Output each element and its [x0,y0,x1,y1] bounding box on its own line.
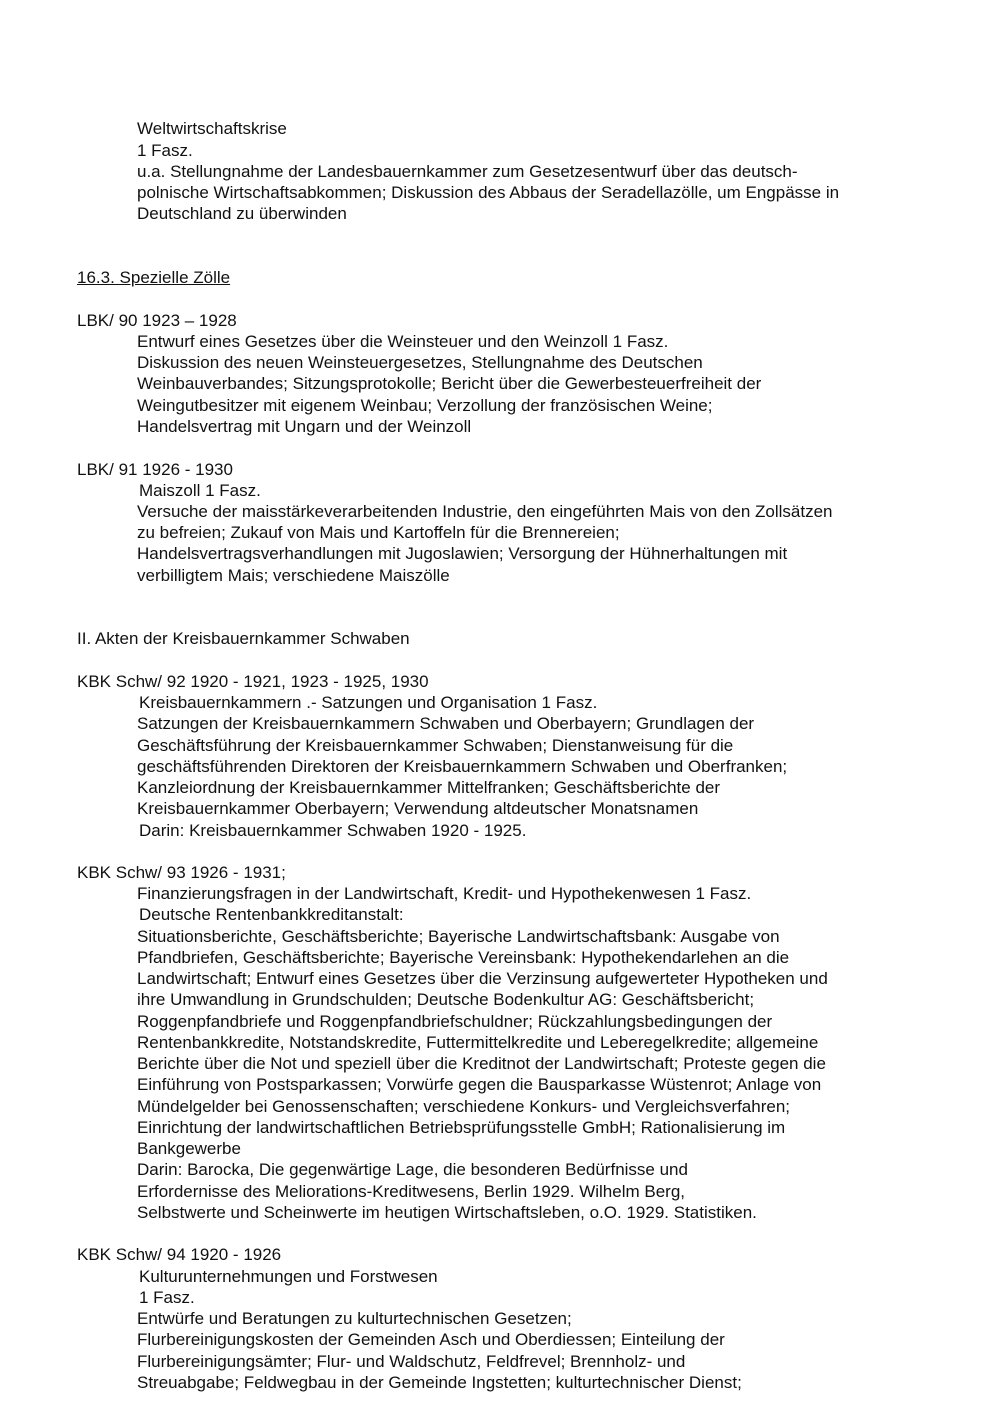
record-signature-lbk91: LBK/ 91 1926 - 1930 [77,460,233,479]
record-description-line: Bankgewerbe [137,1139,241,1158]
record-description-line: Deutsche Rentenbankkreditanstalt: [139,905,404,924]
record-description-line: Entwürfe und Beratungen zu kulturtechnischen Gesetzen; [137,1309,572,1328]
record-description-line: Situationsberichte, Geschäftsberichte; Bayerische Landwirtschaftsbank: Ausgabe von [137,927,780,946]
record-description-line: zu befreien; Zukauf von Mais und Kartoffeln für die Brennereien; [137,523,620,542]
record-description-line: Einrichtung der landwirtschaftlichen Betriebsprüfungsstelle GmbH; Rationalisierung im [137,1118,786,1137]
intro-line: Deutschland zu überwinden [137,204,347,223]
record-darin-line: Darin: Barocka, Die gegenwärtige Lage, die besonderen Bedürfnisse und [137,1160,688,1179]
record-title-kbk92: Kreisbauernkammern .- Satzungen und Organisation 1 Fasz. [139,693,598,712]
record-description-line: verbilligtem Mais; verschiedene Maiszölle [137,566,450,585]
record-description-line: Satzungen der Kreisbauernkammern Schwaben und Oberbayern; Grundlagen der [137,714,755,733]
record-description-line: Flurbereinigungskosten der Gemeinden Asch und Oberdiessen; Einteilung der [137,1330,725,1349]
record-description-line: Pfandbriefen, Geschäftsberichte; Bayerische Vereinsbank: Hypothekendarlehen an die [137,948,790,967]
record-description-line: Einführung von Postsparkassen; Vorwürfe gegen die Bausparkasse Wüstenrot; Anlage von [137,1075,822,1094]
record-extent-kbk94: 1 Fasz. [139,1288,195,1307]
record-description-line: Weinbauverbandes; Sitzungsprotokolle; Bericht über die Gewerbesteuerfreiheit der [137,374,762,393]
record-darin-line: Erfordernisse des Meliorations-Kreditwesens, Berlin 1929. Wilhelm Berg, [137,1182,686,1201]
record-description-line: Kreisbauernkammer Oberbayern; Verwendung altdeutscher Monatsnamen [137,799,699,818]
record-darin-line: Selbstwerte und Scheinwerte im heutigen Wirtschaftsleben, o.O. 1929. Statistiken. [137,1203,757,1222]
record-description-line: Versuche der maisstärkeverarbeitenden Industrie, den eingeführten Mais von den Zollsätzen [137,502,833,521]
record-darin-line: Darin: Kreisbauernkammer Schwaben 1920 - 1925. [139,821,527,840]
record-description-line: Geschäftsführung der Kreisbauernkammer Schwaben; Dienstanweisung für die [137,736,734,755]
record-description-line: Handelsvertrag mit Ungarn und der Weinzoll [137,417,472,436]
record-signature-lbk90: LBK/ 90 1923 – 1928 [77,311,237,330]
record-title-kbk93: Finanzierungsfragen in der Landwirtschaft, Kredit- und Hypothekenwesen 1 Fasz. [137,884,752,903]
record-title-lbk90: Entwurf eines Gesetzes über die Weinsteuer und den Weinzoll 1 Fasz. [137,332,669,351]
record-title-lbk91: Maiszoll 1 Fasz. [139,481,261,500]
record-description-line: Mündelgelder bei Genossenschaften; verschiedene Konkurs- und Vergleichsverfahren; [137,1097,791,1116]
record-description-line: Landwirtschaft; Entwurf eines Gesetzes über die Verzinsung aufgewerteter Hypotheken und [137,969,828,988]
record-signature-kbk93: KBK Schw/ 93 1926 - 1931; [77,863,286,882]
section-heading-16-3: 16.3. Spezielle Zölle [77,268,231,287]
record-description-line: Handelsvertragsverhandlungen mit Jugoslawien; Versorgung der Hühnerhaltungen mit [137,544,788,563]
record-description-line: Diskussion des neuen Weinsteuergesetzes, Stellungnahme des Deutschen [137,353,703,372]
record-title-kbk94: Kulturunternehmungen und Forstwesen [139,1267,438,1286]
intro-line: Weltwirtschaftskrise [137,119,287,138]
record-description-line: Flurbereinigungsämter; Flur- und Waldschutz, Feldfrevel; Brennholz- und [137,1352,686,1371]
record-description-line: Streuabgabe; Feldwegbau in der Gemeinde Ingstetten; kulturtechnischer Dienst; [137,1373,742,1392]
record-description-line: Rentenbankkredite, Notstandskredite, Futtermittelkredite und Leberegelkredite; allgemeine [137,1033,819,1052]
record-signature-kbk94: KBK Schw/ 94 1920 - 1926 [77,1245,282,1264]
record-description-line: ihre Umwandlung in Grundschulden; Deutsche Bodenkultur AG: Geschäftsbericht; [137,990,755,1009]
record-description-line: Berichte über die Not und speziell über die Kreditnot der Landwirtschaft; Proteste gegen die [137,1054,826,1073]
record-description-line: Weingutbesitzer mit eigenem Weinbau; Verzollung der französischen Weine; [137,396,713,415]
record-description-line: geschäftsführenden Direktoren der Kreisbauernkammern Schwaben und Oberfranken; [137,757,788,776]
record-description-line: Kanzleiordnung der Kreisbauernkammer Mittelfranken; Geschäftsberichte der [137,778,721,797]
intro-line: 1 Fasz. [137,141,193,160]
section-heading-II: II. Akten der Kreisbauernkammer Schwaben [77,629,410,648]
intro-line: polnische Wirtschaftsabkommen; Diskussion des Abbaus der Seradellazölle, um Engpässe in [137,183,840,202]
record-description-line: Roggenpfandbriefe und Roggenpfandbriefschuldner; Rückzahlungsbedingungen der [137,1012,773,1031]
intro-line: u.a. Stellungnahme der Landesbauernkammer zum Gesetzesentwurf über das deutsch- [137,162,798,181]
record-signature-kbk92: KBK Schw/ 92 1920 - 1921, 1923 - 1925, 1930 [77,672,429,691]
